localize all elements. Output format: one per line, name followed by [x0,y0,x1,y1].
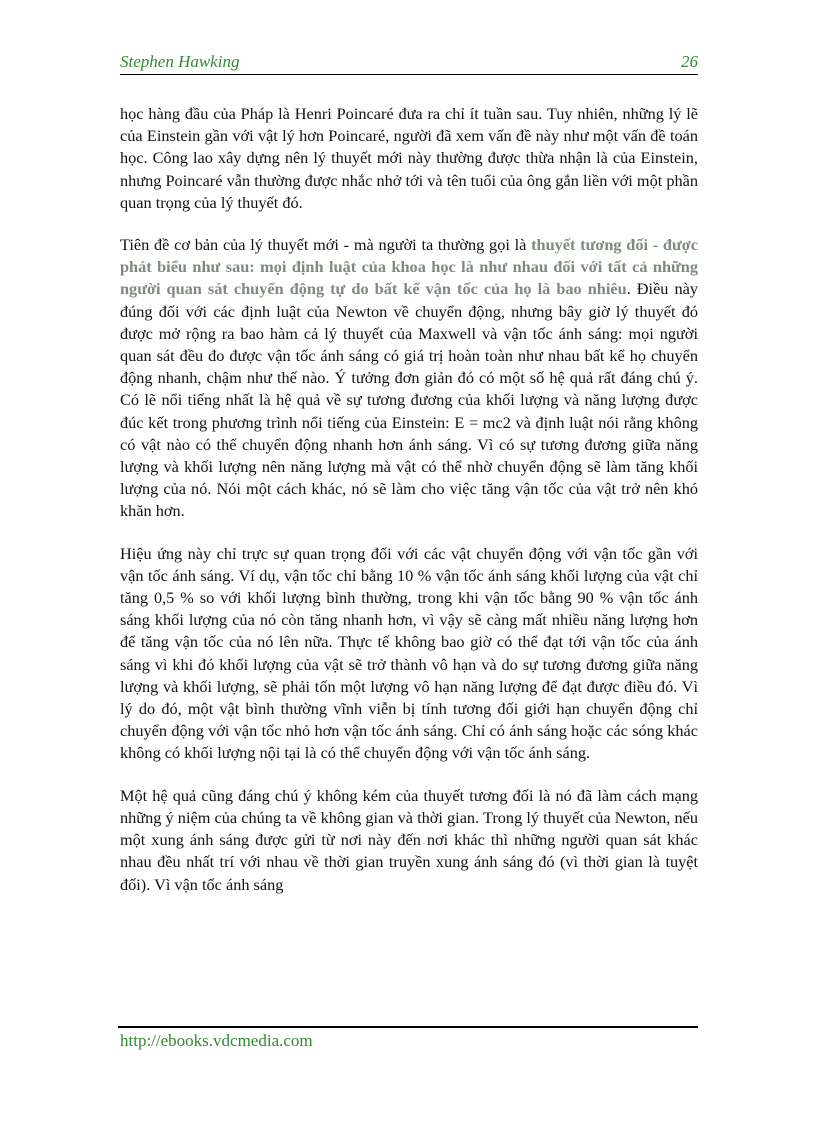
paragraph-2-rest: . Điều này đúng đối với các định luật của Newton về chuyển động, nhưng bây giờ lý thuyết đó được mở rộng ra bao hàm cả lý thuyết của Maxwell và vận tốc ánh sáng: mọi người quan sát đều đo được vận tốc ánh sáng có giá trị hoàn toàn như nhau bất kể họ chuyển động nhanh, chậm như thế nào. Ý tưởng đơn giản đó có một số hệ quả rất đáng chú ý. Có lẽ nổi tiếng nhất là hệ quả về sự tương đương của khối lượng và năng lượng được đúc kết trong phương trình nổi tiếng của Einstein: E = mc2 và định luật nói rằng không có vật nào có thể chuyển động nhanh hơn ánh sáng. Vì có sự tương đương giữa năng lượng và khối lượng nên năng lượng mà vật có thể nhờ chuyển động sẽ làm tăng khối lượng của nó. Nói một cách khác, nó sẽ làm cho việc tăng vận tốc của vật trở nên khó khăn hơn. [120,279,698,521]
relativity-principle-highlight: thuyết tương đối - được phát biểu như sau: mọi định luật của khoa học là như nhau đối với tất cả những người quan sát chuyển động tự do bất kể vận tốc của họ là bao nhiêu [120,235,698,299]
header-author: Stephen Hawking [120,52,240,71]
footer-divider [118,1026,698,1028]
paragraph-4: Một hệ quả cũng đáng chú ý không kém của thuyết tương đối là nó đã làm cách mạng những ý niệm của chúng ta về không gian và thời gian. Trong lý thuyết của Newton, nếu một xung ánh sáng được gửi từ nơi này đến nơi khác thì những người quan sát khác nhau đều nhất trí với nhau về thời gian truyền xung ánh sáng đó (vì thời gian là tuyệt đối). Vì vận tốc ánh sáng [120,785,698,894]
paragraph-2-intro: Tiên đề cơ bản của lý thuyết mới - mà người ta thường gọi là [120,235,532,255]
page-header [120,52,698,75]
paragraph-2 [120,234,698,523]
footer-url[interactable]: http://ebooks.vdcmedia.com [120,1031,313,1050]
paragraph-3: Hiệu ứng này chỉ trực sự quan trọng đối với các vật chuyển động với vận tốc gần với vận tốc ánh sáng. Ví dụ, vận tốc chỉ bằng 10 % vận tốc ánh sáng khối lượng của vật chỉ tăng 0,5 % so với khối lượng bình thường, trong khi vận tốc bằng 90 % vận tốc ánh sáng khối lượng của nó còn tăng nhanh hơn, vì vậy sẽ càng mất nhiều năng lượng hơn để tăng vận tốc của nó lên nữa. Thực tế không bao giờ có thể đạt tới vận tốc của ánh sáng vì khi đó khối lượng của vật sẽ trở thành vô hạn và do sự tương đương giữa năng lượng và khối lượng, sẽ phải tốn một lượng vô hạn năng lượng để đạt được điều đó. Vì lý do đó, một vật bình thường vĩnh viễn bị tính tương đối giới hạn chuyển động chỉ chuyển động với vận tốc nhỏ hơn vận tốc ánh sáng. Chỉ có ánh sáng hoặc các sóng khác không có khối lượng nội tại là có thể chuyển động với vận tốc ánh sáng. [120,543,698,763]
header-page-number: 26 [681,52,698,71]
paragraph-1: học hàng đầu của Pháp là Henri Poincaré đưa ra chỉ ít tuần sau. Tuy nhiên, những lý lẽ của Einstein gần với vật lý hơn Poincaré, người đã xem vấn đề này như một vấn đề toán học. Công lao xây dựng nên lý thuyết mới này thường được thừa nhận là của Einstein, nhưng Poincaré vẫn thường được nhắc nhở tới và tên tuổi của ông gắn liền với một phần quan trọng của lý thuyết đó. [120,104,698,212]
page-body [120,103,698,916]
